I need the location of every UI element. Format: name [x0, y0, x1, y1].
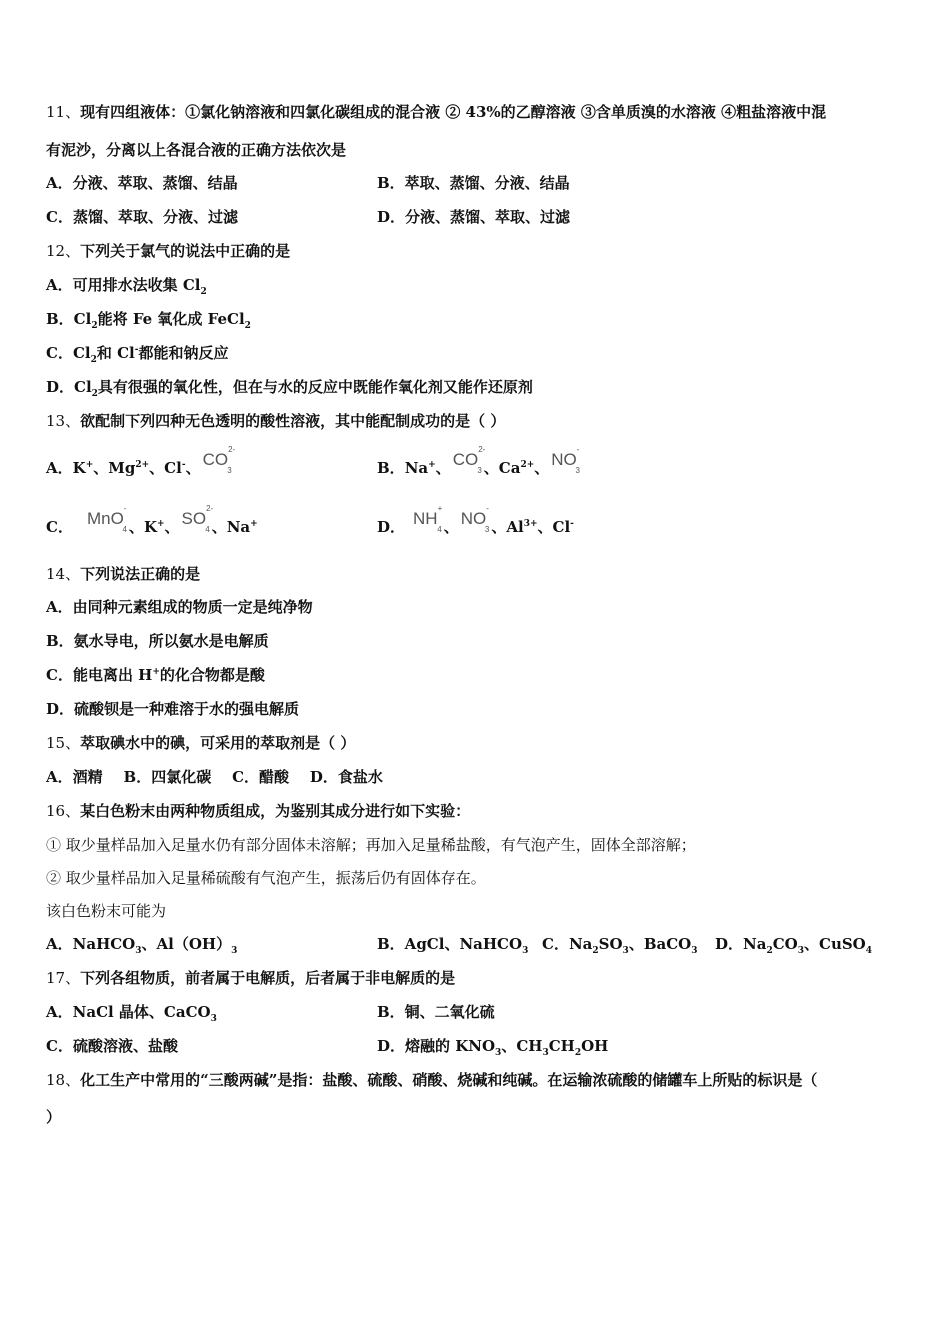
question-11-stem-cont: 有泥沙，分离以上各混合液的正确方法依次是 [46, 141, 347, 159]
option-b: B．氨水导电，所以氨水是电解质 [46, 632, 269, 650]
option-d: D．$Cl_2$具有很强的氧化性，但在与水的反应中既能作氧化剂又能作还原剂 [46, 378, 533, 399]
question-17-stem [46, 968, 455, 988]
question-number: 11、 [46, 103, 81, 121]
option-a: A．可用排水法收集 $Cl_2$ [46, 276, 207, 297]
option-c: C．蒸馏、萃取、分液、过滤 [46, 208, 238, 226]
question-text: 下列关于氯气的说法中正确的是 [80, 242, 291, 260]
question-number: 17、 [46, 969, 81, 987]
options-row: A．酒精 B．四氯化碳 C．醋酸 D．食盐水 [46, 768, 383, 786]
option-d: D．熔融的 $KNO_3$、$CH_3CH_2OH$ [377, 1037, 609, 1058]
option-c: C．$Na_2SO_3$、BaCO$_3$ [542, 935, 698, 956]
option-b: B．Na+、 $CO^{2-}_3$ 、$Ca^{2+}$、 $NO^-_3$ [377, 445, 580, 477]
question-18-stem [46, 1070, 817, 1090]
question-18-stem-cont: ） [46, 1108, 62, 1126]
option-b: B．AgCl、NaHCO$_3$ [377, 935, 529, 956]
option-b: B．萃取、蒸馏、分液、结晶 [377, 174, 570, 192]
question-number: 15、 [46, 734, 81, 752]
question-number: 12、 [46, 242, 81, 260]
question-number: 16、 [46, 802, 81, 820]
option-c: C．硫酸溶液、盐酸 [46, 1037, 178, 1055]
option-c: C． MnO-$_4$ 、K+、 $SO^{2-}_4$ 、Na+ [46, 504, 258, 536]
option-d: D．硫酸钡是一种难溶于水的强电解质 [46, 700, 300, 718]
sulfate-ion: $SO^{2-}_4$ [181, 504, 214, 535]
question-prompt: 该白色粉末可能为 [46, 902, 167, 920]
carbonate-ion: $CO^{2-}_3$ [452, 445, 486, 476]
option-a: A．由同种元素组成的物质一定是纯净物 [46, 598, 313, 616]
question-text: 欲配制下列四种无色透明的酸性溶液，其中能配制成功的是（ ） [80, 412, 506, 430]
question-number: 18、 [46, 1071, 81, 1089]
nitrate-ion: $NO^-_3$ [460, 504, 490, 535]
option-b: B．铜、二氧化硫 [377, 1003, 495, 1021]
option-a: A．NaCl 晶体、CaCO$_3$ [46, 1003, 217, 1024]
nitrate-ion: $NO^-_3$ [551, 445, 580, 476]
question-11-stem [46, 102, 826, 122]
question-number: 14、 [46, 565, 81, 583]
option-d: D．分液、蒸馏、萃取、过滤 [377, 208, 571, 226]
permanganate-ion: MnO-$_4$ [86, 504, 127, 535]
ammonium-ion: $NH^+_4$ [413, 504, 443, 535]
question-text: 萃取碘水中的碘，可采用的萃取剂是（ ） [80, 734, 356, 752]
option-a: A．NaHCO$_3$、$Al(OH)_3$ [46, 935, 238, 956]
question-text: 下列说法正确的是 [80, 565, 201, 583]
option-d: D．$Na_2CO_3$、CuSO$_4$ [715, 935, 873, 956]
question-text: 化工生产中常用的“三酸两碱”是指：盐酸、硫酸、硝酸、烧碱和纯碱。在运输浓硫酸的储罐车上所贴的标识是（ [80, 1071, 818, 1089]
question-text: 某白色粉末由两种物质组成，为鉴别其成分进行如下实验： [80, 802, 471, 820]
option-c: C．$Cl_2$和 Cl-都能和钠反应 [46, 344, 229, 365]
question-13-stem [46, 411, 505, 431]
question-number: 13、 [46, 412, 81, 430]
option-b: B．$Cl_2$能将 Fe 氧化成 FeCl$_2$ [46, 310, 251, 331]
experiment-2: ② 取少量样品加入足量稀硫酸有气泡产生，振荡后仍有固体存在。 [46, 869, 486, 887]
question-16-stem [46, 801, 470, 821]
option-c: C．能电离出 H+的化合物都是酸 [46, 666, 265, 684]
question-15-stem [46, 733, 355, 753]
option-a: A．分液、萃取、蒸馏、结晶 [46, 174, 238, 192]
option-a: A．K+、$Mg^{2+}$、Cl-、 $CO^{2-}_3$ [46, 445, 236, 477]
question-12-stem [46, 241, 290, 261]
question-text: 下列各组物质，前者属于电解质，后者属于非电解质的是 [80, 969, 456, 987]
question-text: 现有四组液体：①氯化钠溶液和四氯化碳组成的混合液 ② 43%的乙醇溶液 ③含单质溴的水溶液 ④粗盐溶液中混 [80, 103, 827, 121]
option-d: D． $NH^+_4$ 、 $NO^-_3$ 、$Al^{3+}$、Cl- [377, 504, 574, 536]
question-14-stem [46, 564, 200, 584]
carbonate-ion: $CO^{2-}_3$ [202, 445, 236, 476]
experiment-1: ① 取少量样品加入足量水仍有部分固体未溶解；再加入足量稀盐酸，有气泡产生，固体全部溶解； [46, 836, 696, 854]
